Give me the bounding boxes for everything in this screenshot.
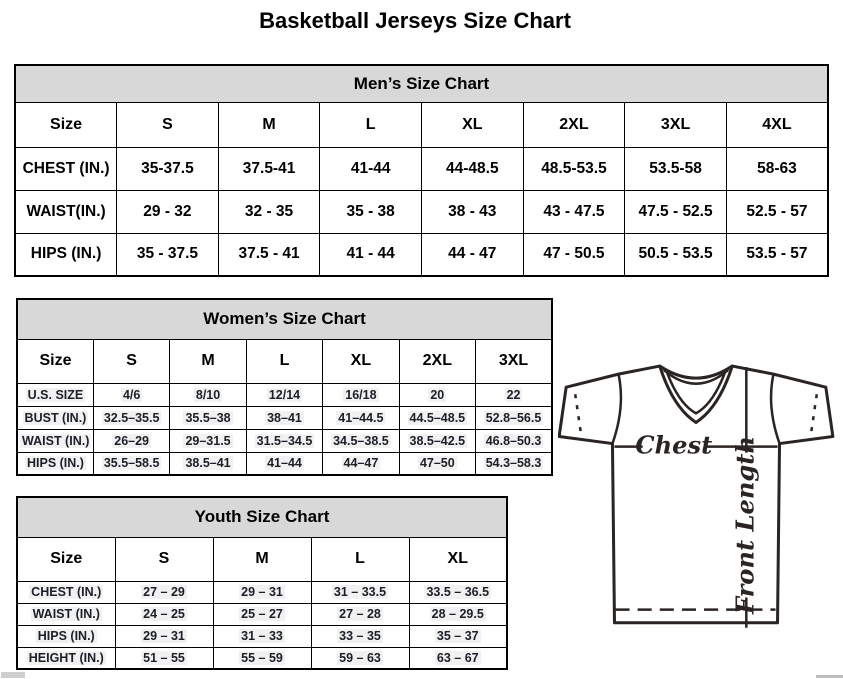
youth-cell-value: 24 – 25 — [143, 607, 185, 621]
mens-cell-value: 43 - 47.5 — [543, 202, 605, 220]
womens-row-label: WAIST (IN.) — [22, 433, 90, 448]
mens-table-row — [15, 147, 828, 190]
womens-value-cell — [323, 452, 399, 475]
womens-value-cell — [476, 429, 552, 452]
youth-cell-value: 33.5 – 36.5 — [426, 585, 490, 599]
womens-cell-value: 8/10 — [195, 387, 221, 402]
womens-cell-value: 32.5–35.5 — [103, 410, 160, 425]
womens-cell-value: 44.5–48.5 — [409, 410, 466, 425]
womens-row-label-cell — [17, 383, 93, 406]
womens-value-cell — [170, 383, 246, 406]
youth-table-row — [17, 647, 507, 669]
youth-row-label: WAIST (IN.) — [32, 607, 100, 621]
mens-column-header-m: M — [218, 102, 320, 147]
mens-cell-value: 48.5-53.5 — [541, 159, 607, 177]
womens-cell-value: 38–41 — [267, 410, 302, 425]
womens-cell-value: 26–29 — [114, 433, 150, 448]
mens-value-cell — [117, 147, 219, 190]
youth-column-header-l: L — [311, 537, 409, 581]
youth-cell-value: 29 – 31 — [241, 585, 283, 599]
womens-cell-value: 35.5–58.5 — [103, 456, 160, 471]
mens-cell-value: 38 - 43 — [448, 202, 497, 220]
youth-value-cell — [409, 625, 507, 647]
youth-cell-value: 31 – 33 — [241, 629, 283, 643]
womens-value-cell — [170, 406, 246, 429]
mens-cell-value: 50.5 - 53.5 — [638, 245, 713, 263]
youth-value-cell — [213, 581, 311, 603]
youth-cell-value: 33 – 35 — [339, 629, 381, 643]
womens-value-cell — [246, 452, 322, 475]
mens-value-cell — [726, 147, 828, 190]
womens-cell-value: 38.5–41 — [185, 456, 231, 471]
horizontal-scrollbar-fragment[interactable] — [816, 675, 843, 678]
womens-column-header-xl: XL — [323, 339, 399, 383]
mens-value-cell — [218, 147, 320, 190]
womens-value-cell — [93, 406, 169, 429]
mens-cell-value: 37.5-41 — [242, 159, 296, 177]
youth-value-cell — [311, 625, 409, 647]
womens-size-chart-table — [16, 298, 553, 476]
youth-table-row — [17, 625, 507, 647]
womens-cell-value: 46.8–50.3 — [485, 433, 542, 448]
mens-cell-value: 58-63 — [757, 159, 797, 177]
horizontal-scrollbar-thumb[interactable] — [1, 672, 25, 678]
womens-cell-value: 47–50 — [419, 456, 455, 471]
youth-cell-value: 28 – 29.5 — [431, 607, 484, 621]
youth-value-cell — [409, 603, 507, 625]
mens-value-cell — [625, 233, 727, 276]
womens-cell-value: 52.8–56.5 — [485, 410, 542, 425]
youth-row-label: CHEST (IN.) — [31, 585, 102, 599]
mens-column-header-s: S — [117, 102, 219, 147]
youth-value-cell — [213, 603, 311, 625]
youth-value-cell — [213, 647, 311, 669]
mens-row-label-cell — [15, 233, 117, 276]
mens-cell-value: 35 - 38 — [346, 202, 395, 220]
youth-value-cell — [115, 581, 213, 603]
womens-chart-title: Women’s Size Chart — [17, 299, 552, 339]
youth-value-cell — [213, 625, 311, 647]
jersey-outline — [559, 366, 833, 623]
youth-value-cell — [311, 603, 409, 625]
womens-cell-value: 4/6 — [122, 387, 141, 402]
mens-table-row — [15, 190, 828, 233]
mens-value-cell — [218, 190, 320, 233]
mens-row-label-cell — [15, 147, 117, 190]
youth-column-header-s: S — [115, 537, 213, 581]
womens-column-header-s: S — [93, 339, 169, 383]
youth-cell-value: 51 – 55 — [143, 650, 185, 665]
womens-value-cell — [323, 406, 399, 429]
front-length-label: Front Length — [730, 436, 760, 615]
mens-value-cell — [320, 147, 422, 190]
mens-row-label-cell — [15, 190, 117, 233]
womens-value-cell — [170, 452, 246, 475]
womens-table-row — [17, 383, 552, 406]
womens-table-row — [17, 429, 552, 452]
womens-value-cell — [399, 383, 475, 406]
mens-size-chart-table — [14, 64, 829, 277]
youth-cell-value: 29 – 31 — [143, 629, 185, 643]
mens-value-cell — [523, 190, 625, 233]
youth-value-cell — [115, 625, 213, 647]
womens-column-header-size: Size — [17, 339, 93, 383]
youth-row-label-cell — [17, 581, 115, 603]
womens-value-cell — [476, 406, 552, 429]
mens-column-header-xl: XL — [422, 102, 524, 147]
mens-row-label: HIPS (IN.) — [30, 245, 102, 263]
mens-value-cell — [422, 233, 524, 276]
youth-cell-value: 25 – 27 — [241, 607, 283, 621]
mens-value-cell — [320, 233, 422, 276]
mens-cell-value: 47.5 - 52.5 — [638, 202, 713, 220]
youth-table-row — [17, 581, 507, 603]
mens-value-cell — [117, 233, 219, 276]
youth-chart-title: Youth Size Chart — [17, 497, 507, 537]
mens-value-cell — [320, 190, 422, 233]
womens-value-cell — [246, 429, 322, 452]
womens-cell-value: 54.3–58.3 — [485, 456, 542, 471]
mens-cell-value: 35-37.5 — [141, 159, 194, 177]
womens-value-cell — [93, 452, 169, 475]
mens-column-header-3xl: 3XL — [625, 102, 727, 147]
mens-value-cell — [625, 147, 727, 190]
youth-row-label: HIPS (IN.) — [37, 629, 95, 643]
youth-row-label: HEIGHT (IN.) — [28, 650, 104, 665]
mens-cell-value: 35 - 37.5 — [136, 245, 199, 263]
womens-value-cell — [93, 429, 169, 452]
womens-cell-value: 35.5–38 — [185, 410, 231, 425]
youth-column-header-size: Size — [17, 537, 115, 581]
mens-value-cell — [625, 190, 727, 233]
mens-cell-value: 44-48.5 — [446, 159, 499, 177]
mens-value-cell — [218, 233, 320, 276]
womens-value-cell — [399, 429, 475, 452]
womens-cell-value: 20 — [430, 387, 445, 402]
womens-row-label: HIPS (IN.) — [26, 456, 84, 471]
mens-value-cell — [726, 190, 828, 233]
womens-table-row — [17, 406, 552, 429]
mens-value-cell — [523, 147, 625, 190]
youth-table-row — [17, 603, 507, 625]
mens-cell-value: 41-44 — [350, 159, 391, 177]
mens-column-header-2xl: 2XL — [523, 102, 625, 147]
womens-table-row — [17, 452, 552, 475]
youth-value-cell — [311, 581, 409, 603]
womens-row-label-cell — [17, 406, 93, 429]
youth-row-label-cell — [17, 603, 115, 625]
womens-cell-value: 41–44.5 — [338, 410, 384, 425]
mens-chart-title: Men’s Size Chart — [15, 65, 828, 102]
womens-column-header-m: M — [170, 339, 246, 383]
mens-cell-value: 44 - 47 — [448, 245, 497, 263]
womens-value-cell — [246, 383, 322, 406]
youth-cell-value: 27 – 28 — [339, 607, 381, 621]
mens-value-cell — [422, 147, 524, 190]
youth-cell-value: 63 – 67 — [436, 650, 479, 665]
youth-row-label-cell — [17, 647, 115, 669]
mens-table-row — [15, 233, 828, 276]
womens-value-cell — [246, 406, 322, 429]
youth-cell-value: 35 – 37 — [436, 629, 479, 643]
mens-column-header-4xl: 4XL — [726, 102, 828, 147]
womens-cell-value: 44–47 — [343, 456, 379, 471]
womens-value-cell — [476, 383, 552, 406]
womens-value-cell — [323, 383, 399, 406]
mens-cell-value: 53.5-58 — [649, 159, 702, 177]
jersey-measurement-diagram — [558, 356, 836, 668]
womens-cell-value: 16/18 — [345, 387, 377, 402]
womens-cell-value: 22 — [506, 387, 521, 402]
womens-value-cell — [399, 406, 475, 429]
womens-column-header-3xl: 3XL — [476, 339, 552, 383]
mens-cell-value: 37.5 - 41 — [238, 245, 300, 263]
mens-column-header-size: Size — [15, 102, 117, 147]
womens-cell-value: 31.5–34.5 — [256, 433, 313, 448]
mens-cell-value: 53.5 - 57 — [746, 245, 808, 263]
womens-value-cell — [323, 429, 399, 452]
mens-row-label: CHEST (IN.) — [22, 159, 110, 177]
mens-cell-value: 41 - 44 — [346, 245, 395, 263]
mens-value-cell — [726, 233, 828, 276]
womens-row-label-cell — [17, 452, 93, 475]
mens-cell-value: 32 - 35 — [244, 202, 294, 220]
page-title: Basketball Jerseys Size Chart — [259, 8, 571, 33]
womens-row-label: BUST (IN.) — [24, 410, 87, 425]
womens-cell-value: 34.5–38.5 — [333, 433, 389, 448]
youth-value-cell — [115, 603, 213, 625]
youth-size-chart-table — [16, 496, 508, 670]
womens-row-label: U.S. SIZE — [27, 387, 84, 402]
womens-row-label-cell — [17, 429, 93, 452]
jersey-diagram-svg — [558, 356, 836, 668]
womens-value-cell — [476, 452, 552, 475]
womens-value-cell — [170, 429, 246, 452]
youth-cell-value: 31 – 33.5 — [333, 585, 387, 599]
youth-value-cell — [409, 647, 507, 669]
youth-value-cell — [409, 581, 507, 603]
youth-row-label-cell — [17, 625, 115, 647]
youth-cell-value: 59 – 63 — [339, 650, 381, 665]
womens-cell-value: 38.5–42.5 — [409, 433, 466, 448]
mens-row-label: WAIST(IN.) — [26, 202, 106, 220]
youth-column-header-m: M — [213, 537, 311, 581]
mens-cell-value: 52.5 - 57 — [746, 202, 808, 220]
womens-cell-value: 29–31.5 — [185, 433, 231, 448]
chest-label: Chest — [635, 430, 713, 460]
mens-value-cell — [117, 190, 219, 233]
mens-value-cell — [422, 190, 524, 233]
womens-column-header-2xl: 2XL — [399, 339, 475, 383]
youth-cell-value: 55 – 59 — [241, 650, 283, 665]
youth-value-cell — [311, 647, 409, 669]
womens-cell-value: 41–44 — [267, 456, 302, 471]
womens-value-cell — [93, 383, 169, 406]
youth-value-cell — [115, 647, 213, 669]
mens-column-header-l: L — [320, 102, 422, 147]
womens-cell-value: 12/14 — [268, 387, 301, 402]
youth-cell-value: 27 – 29 — [143, 585, 185, 599]
womens-column-header-l: L — [246, 339, 322, 383]
mens-cell-value: 29 - 32 — [143, 202, 192, 220]
mens-cell-value: 47 - 50.5 — [543, 245, 605, 263]
womens-value-cell — [399, 452, 475, 475]
youth-column-header-xl: XL — [409, 537, 507, 581]
mens-value-cell — [523, 233, 625, 276]
